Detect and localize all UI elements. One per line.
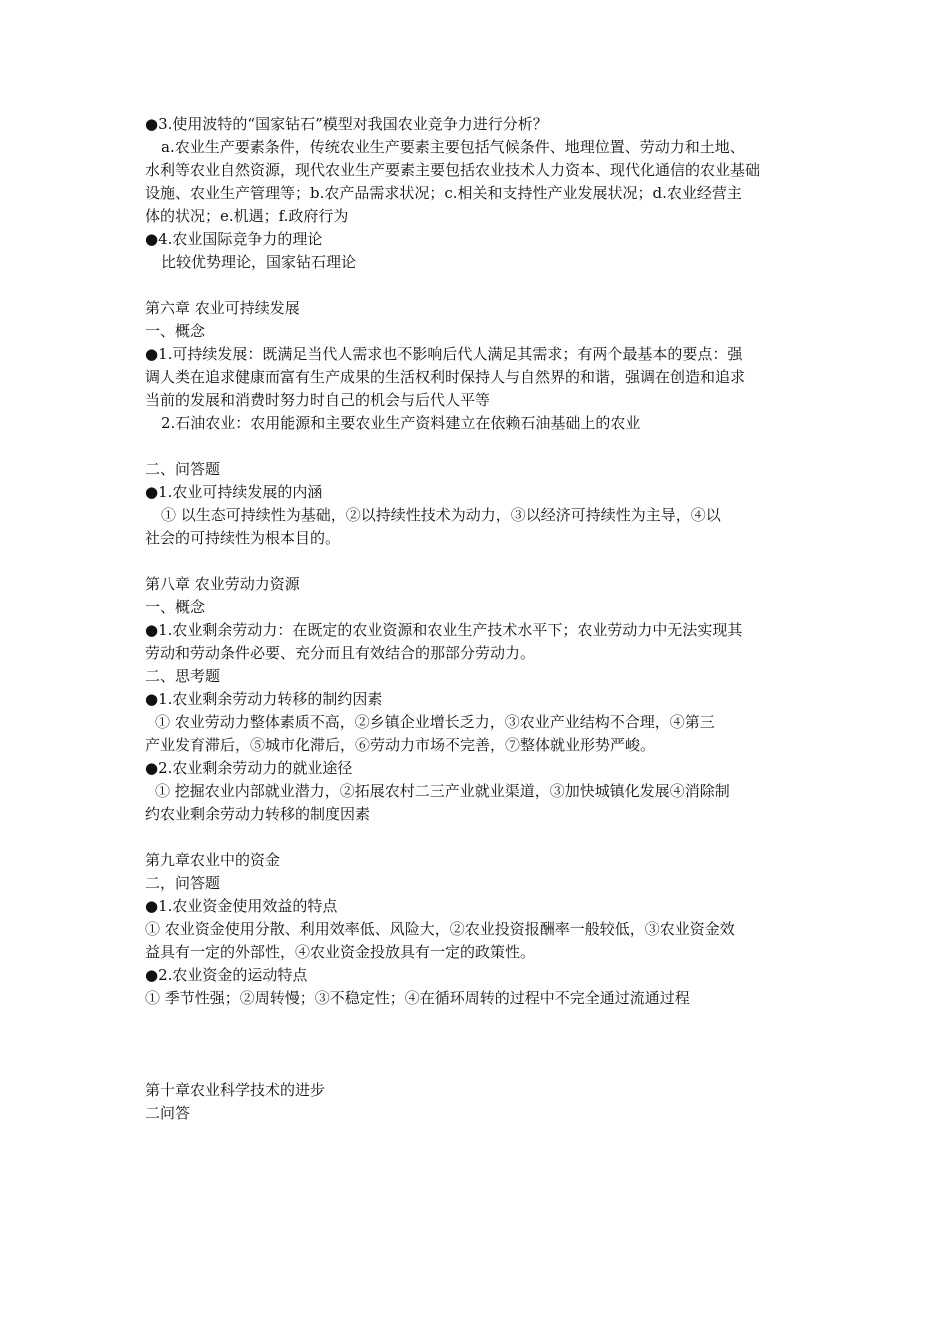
text-line: ① 季节性强；②周转慢；③不稳定性；④在循环周转的过程中不完全通过流通过程 <box>145 989 690 1007</box>
text-line: ●1.农业剩余劳动力：在既定的农业资源和农业生产技术水平下；农业劳动力中无法实现其 <box>145 621 743 639</box>
text-line: 社会的可持续性为根本目的。 <box>145 529 341 547</box>
text-line: ●2.农业剩余劳动力的就业途径 <box>145 759 353 777</box>
text-line: ●1.农业剩余劳动力转移的制约因素 <box>145 690 383 708</box>
text-line: ① 农业资金使用分散、利用效率低、风险大，②农业投资报酬率一般较低，③农业资金效 <box>145 920 735 938</box>
text-line: 二，问答题 <box>145 874 221 892</box>
blank-line <box>145 826 815 849</box>
text-line: ●2.农业资金的运动特点 <box>145 966 308 984</box>
text-line: 水利等农业自然资源，现代农业生产要素主要包括农业技术人力资本、现代化通信的农业基础 <box>145 161 761 179</box>
text-line: 二、问答题 <box>145 460 221 478</box>
document-page <box>145 113 815 1125</box>
text-line: 2.石油农业：农用能源和主要农业生产资料建立在依赖石油基础上的农业 <box>161 414 641 432</box>
text-line: 劳动和劳动条件必要、充分而且有效结合的那部分劳动力。 <box>145 644 536 662</box>
text-line: ●1.农业资金使用效益的特点 <box>145 897 338 915</box>
text-line: ① 挖掘农业内部就业潜力，②拓展农村二三产业就业渠道，③加快城镇化发展④消除制 <box>155 782 730 800</box>
text-line: 益具有一定的外部性，④农业资金投放具有一定的政策性。 <box>145 943 536 961</box>
text-line: 第十章农业科学技术的进步 <box>145 1081 326 1099</box>
text-line: 约农业剩余劳动力转移的制度因素 <box>145 805 371 823</box>
text-line: ① 农业劳动力整体素质不高，②乡镇企业增长乏力，③农业产业结构不合理，④第三 <box>155 713 715 731</box>
text-line: ●3.使用波特的“国家钻石”模型对我国农业竞争力进行分析？ <box>145 115 548 133</box>
text-line: 一、概念 <box>145 598 206 616</box>
text-line: 第九章农业中的资金 <box>145 851 281 869</box>
text-line: ●1.可持续发展：既满足当代人需求也不影响后代人满足其需求；有两个最基本的要点：强 <box>145 345 743 363</box>
blank-line <box>145 550 815 573</box>
text-line: ●1.农业可持续发展的内涵 <box>145 483 323 501</box>
blank-line <box>145 1010 815 1079</box>
text-line: 设施、农业生产管理等；b.农产品需求状况；c.相关和支持性产业发展状况；d.农业经营主 <box>145 184 742 202</box>
text-line: 产业发育滞后，⑤城市化滞后，⑥劳动力市场不完善，⑦整体就业形势严峻。 <box>145 736 656 754</box>
text-line: 第六章 农业可持续发展 <box>145 299 300 317</box>
text-line: 二问答 <box>145 1104 191 1122</box>
text-line: 当前的发展和消费时努力时自己的机会与后代人平等 <box>145 391 491 409</box>
text-line: ① 以生态可持续性为基础，②以持续性技术为动力，③以经济可持续性为主导，④以 <box>161 506 721 524</box>
text-line: ●4.农业国际竞争力的理论 <box>145 230 323 248</box>
blank-line <box>145 274 815 297</box>
blank-line <box>145 435 815 458</box>
text-line: a.农业生产要素条件，传统农业生产要素主要包括气候条件、地理位置、劳动力和土地、 <box>161 138 745 156</box>
text-line: 调人类在追求健康而富有生产成果的生活权利时保持人与自然界的和谐，强调在创造和追求 <box>145 368 746 386</box>
text-line: 第八章 农业劳动力资源 <box>145 575 300 593</box>
text-line: 比较优势理论，国家钻石理论 <box>161 253 357 271</box>
text-line: 二、思考题 <box>145 667 221 685</box>
text-line: 体的状况；e.机遇；f.政府行为 <box>145 207 349 225</box>
text-line: 一、概念 <box>145 322 206 340</box>
